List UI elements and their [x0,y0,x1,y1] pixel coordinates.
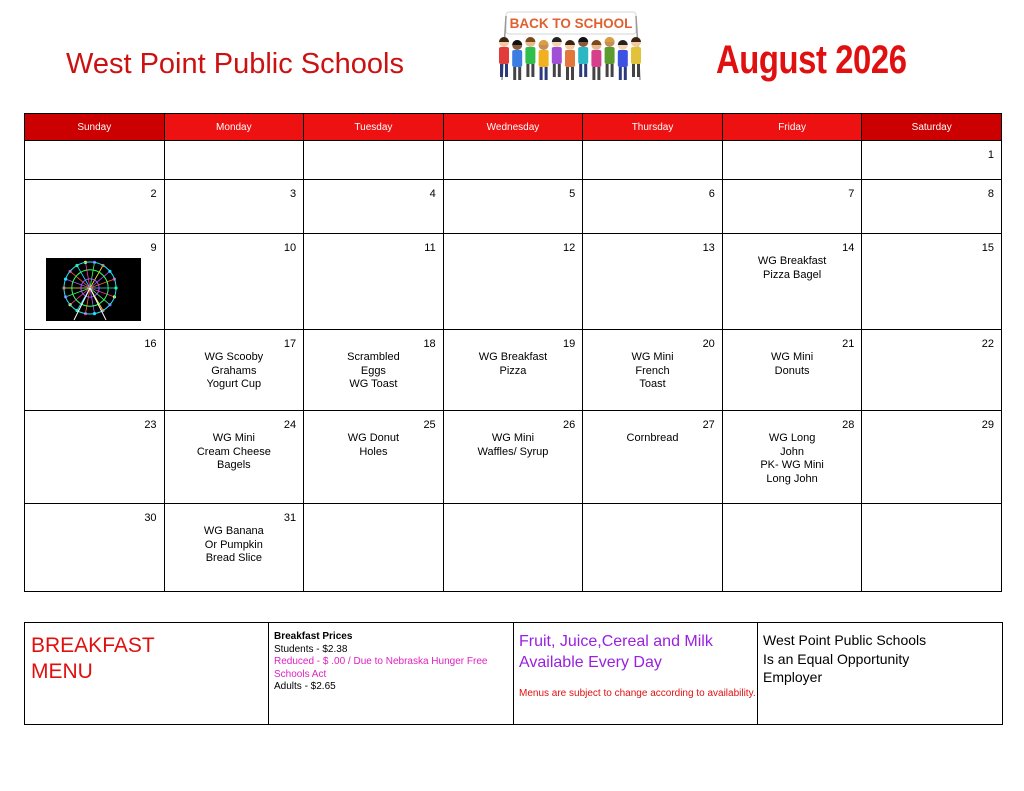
calendar-grid [24,113,1002,592]
availability-note [514,623,758,725]
day-number: 15 [981,242,994,254]
day-number: 26 [563,419,576,431]
day-cell [164,504,304,592]
day-cell [304,180,444,234]
month-title: August 2026 [716,38,907,82]
day-cell [443,141,583,180]
day-cell [583,330,723,411]
weekday-tuesday: Tuesday [304,114,444,141]
day-cell [722,504,862,592]
day-cell [583,180,723,234]
day-cell [25,504,165,592]
menu-item: WG Mini Donuts [771,351,814,377]
day-cell [443,180,583,234]
week-row [25,180,1002,234]
day-cell [164,141,304,180]
day-cell [25,411,165,504]
day-cell [862,141,1002,180]
day-number: 29 [981,419,994,431]
weekday-saturday: Saturday [862,114,1002,141]
day-number [583,504,722,512]
day-cell [583,411,723,504]
day-cell [722,411,862,504]
menu-item: WG Breakfast Pizza [478,351,548,377]
day-cell [164,180,304,234]
day-number: 5 [569,188,576,200]
day-cell [25,180,165,234]
weekday-wednesday: Wednesday [443,114,583,141]
day-number: 18 [423,338,436,350]
weekday-header-row [25,114,1002,141]
week-row [25,141,1002,180]
day-cell [583,141,723,180]
day-number [444,504,583,512]
weekday-friday: Friday [722,114,862,141]
day-number: 13 [702,242,715,254]
day-number [723,504,862,512]
breakfast-menu-title: BREAKFAST MENU [25,623,269,725]
day-number [444,141,583,149]
menu-item: WG Mini French Toast [631,351,674,391]
day-number: 22 [981,338,994,350]
day-number: 23 [144,419,157,431]
day-number: 21 [842,338,855,350]
day-number: 4 [429,188,436,200]
day-number: 7 [848,188,855,200]
menu-item: WG Mini Cream Cheese Bagels [196,432,271,472]
menu-item: WG Banana Or Pumpkin Bread Slice [203,525,264,565]
breakfast-prices [269,623,514,725]
day-cell [862,411,1002,504]
prices-header: Breakfast Prices [274,631,353,642]
weekday-thursday: Thursday [583,114,723,141]
day-number: 24 [283,419,297,431]
day-cell [304,141,444,180]
day-cell [583,504,723,592]
day-number [165,141,304,149]
day-cell [862,504,1002,592]
day-number: 14 [842,242,855,254]
day-cell [862,330,1002,411]
school-name: West Point Public Schools [66,48,404,80]
week-row [25,234,1002,330]
menu-item: WG Scooby Grahams Yogurt Cup [204,351,264,391]
menu-item: WG Mini Waffles/ Syrup [477,432,549,458]
menu-item: Cornbread [626,432,679,444]
day-number: 8 [987,188,994,200]
week-row [25,330,1002,411]
day-number: 30 [144,512,157,524]
back-to-school-clipart [492,10,652,82]
day-number [304,504,443,512]
day-cell [304,504,444,592]
day-number: 2 [150,188,157,200]
day-cell [25,330,165,411]
children-group-icon [499,37,641,80]
day-cell [164,234,304,330]
day-cell [722,180,862,234]
day-number: 28 [842,419,855,431]
day-cell [443,330,583,411]
day-number: 25 [423,419,436,431]
day-number: 12 [563,242,576,254]
equal-opportunity-statement: West Point Public Schools Is an Equal Opportunity Employer [758,623,1003,725]
weekday-sunday: Sunday [25,114,165,141]
day-cell [722,330,862,411]
day-cell [862,234,1002,330]
day-cell [862,180,1002,234]
menu-item: WG Long John PK- WG Mini Long John [760,432,824,485]
day-number: 16 [144,338,157,350]
menu-item: WG Donut Holes [347,432,400,458]
day-number: 6 [708,188,715,200]
day-cell [722,234,862,330]
day-number [304,141,443,149]
day-number [723,141,862,149]
day-cell [583,234,723,330]
day-cell [443,234,583,330]
day-cell [304,330,444,411]
ferris-wheel-image [46,258,141,321]
banner-text: BACK TO SCHOOL [509,16,633,31]
day-cell [164,411,304,504]
week-row [25,411,1002,504]
day-number: 10 [283,242,297,254]
day-cell [164,330,304,411]
day-number [25,141,164,149]
day-number: 9 [150,242,157,254]
day-number: 11 [424,242,436,254]
day-number: 31 [283,512,297,524]
day-number [583,141,722,149]
week-row [25,504,1002,592]
day-cell [722,141,862,180]
menu-change-note: Menus are subject to change according to availability. [519,688,756,699]
day-cell [304,411,444,504]
day-cell [25,141,165,180]
menu-item: WG Breakfast Pizza Bagel [757,255,827,281]
day-number: 1 [987,149,994,161]
menu-item: Scrambled Eggs WG Toast [347,351,400,391]
day-cell [304,234,444,330]
day-number: 17 [283,338,297,350]
day-cell [443,411,583,504]
reduced-price: Reduced - $ .00 / Due to Nebraska Hunger Free Schools Act [274,656,488,680]
day-number: 3 [290,188,297,200]
day-cell [25,234,165,330]
day-number [862,504,1001,512]
students-price: Students - $2.38 [274,643,348,655]
day-cell [443,504,583,592]
adults-price: Adults - $2.65 [274,681,336,692]
day-number: 19 [563,338,576,350]
footer-info [24,622,1003,725]
weekday-monday: Monday [164,114,304,141]
available-every-day: Fruit, Juice,Cereal and Milk Available Every Day [519,633,713,671]
day-number: 27 [702,419,715,431]
day-number: 20 [702,338,715,350]
